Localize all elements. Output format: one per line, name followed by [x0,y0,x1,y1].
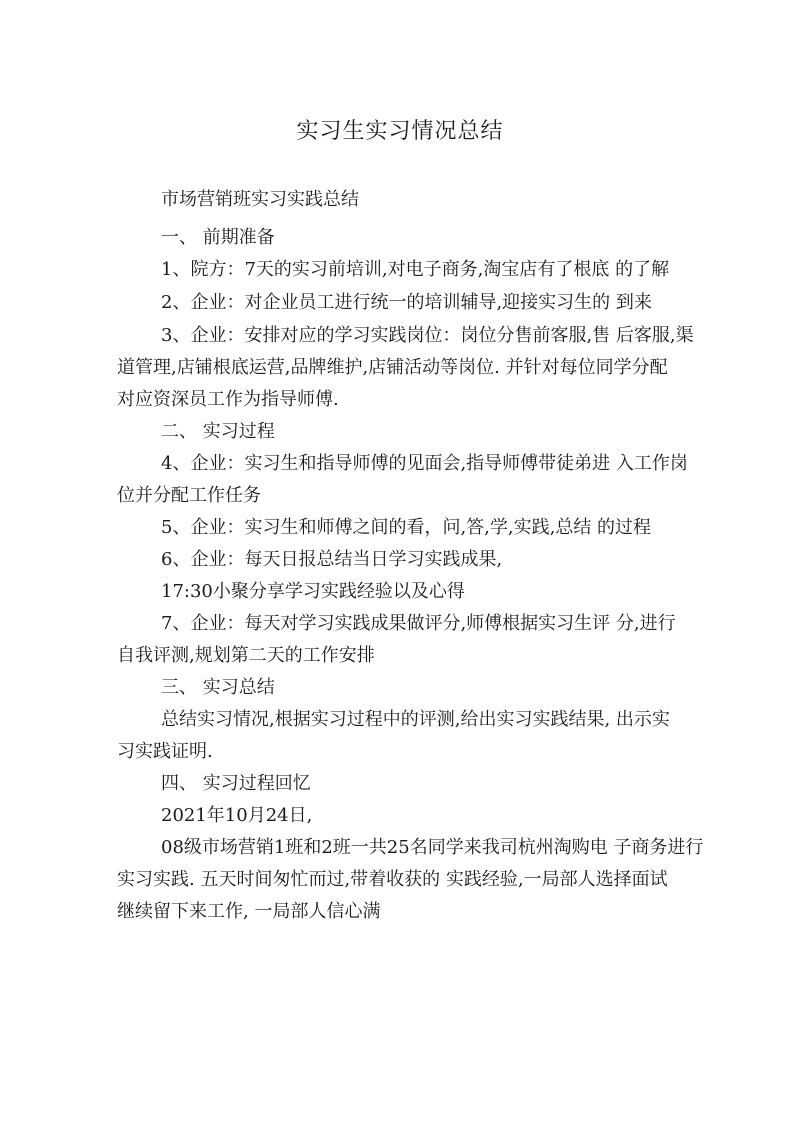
text-line: 继续留下来工作, 一局部人信心满 [117,901,381,922]
text-line: 位并分配工作任务 [117,485,261,506]
text-line: 7、企业：每天对学习实践成果做评分,师傅根据实习生评 分,进行 [161,613,676,634]
text-line: 道管理,店铺根底运营,品牌维护,店铺活动等岗位. 并针对每位同学分配 [117,357,668,378]
text-line: 市场营销班实习实践总结 [161,189,359,210]
text-line: 实习实践. 五天时间匆忙而过,带着收获的 实践经验,一局部人选择面试 [117,869,668,890]
section-heading: 三、 实习总结 [161,677,275,698]
document-title: 实习生实习情况总结 [296,119,504,144]
text-line: 总结实习情况,根据实习过程中的评测,给出实习实践结果, 出示实 [161,709,670,730]
text-line: 对应资深员工作为指导师傅. [117,389,339,410]
section-heading: 二、 实习过程 [161,421,275,442]
text-line: 08级市场营销1班和2班一共25名同学来我司杭州淘购电 子商务进行 [161,837,704,858]
text-line: 1、院方：7天的实习前培训,对电子商务,淘宝店有了根底 的了解 [161,259,670,280]
section-heading: 四、 实习过程回忆 [161,773,311,794]
text-line: 自我评测,规划第二天的工作安排 [117,645,375,666]
text-line: 习实践证明. [117,741,213,762]
text-line: 2、企业：对企业员工进行统一的培训辅导,迎接实习生的 到来 [161,292,652,313]
text-line: 2021年10月24日, [161,805,313,826]
text-line: 4、企业：实习生和指导师傅的见面会,指导师傅带徒弟进 入工作岗 [161,453,688,474]
text-line: 17:30小聚分享学习实践经验以及心得 [161,581,465,602]
text-line: 3、企业：安排对应的学习实践岗位：岗位分售前客服,售 后客服,渠 [161,325,694,346]
text-line: 5、企业：实习生和师傅之间的看，问,答,学,实践,总结 的过程 [161,517,652,538]
section-heading: 一、 前期准备 [161,227,275,248]
text-line: 6、企业：每天日报总结当日学习实践成果, [161,549,503,570]
